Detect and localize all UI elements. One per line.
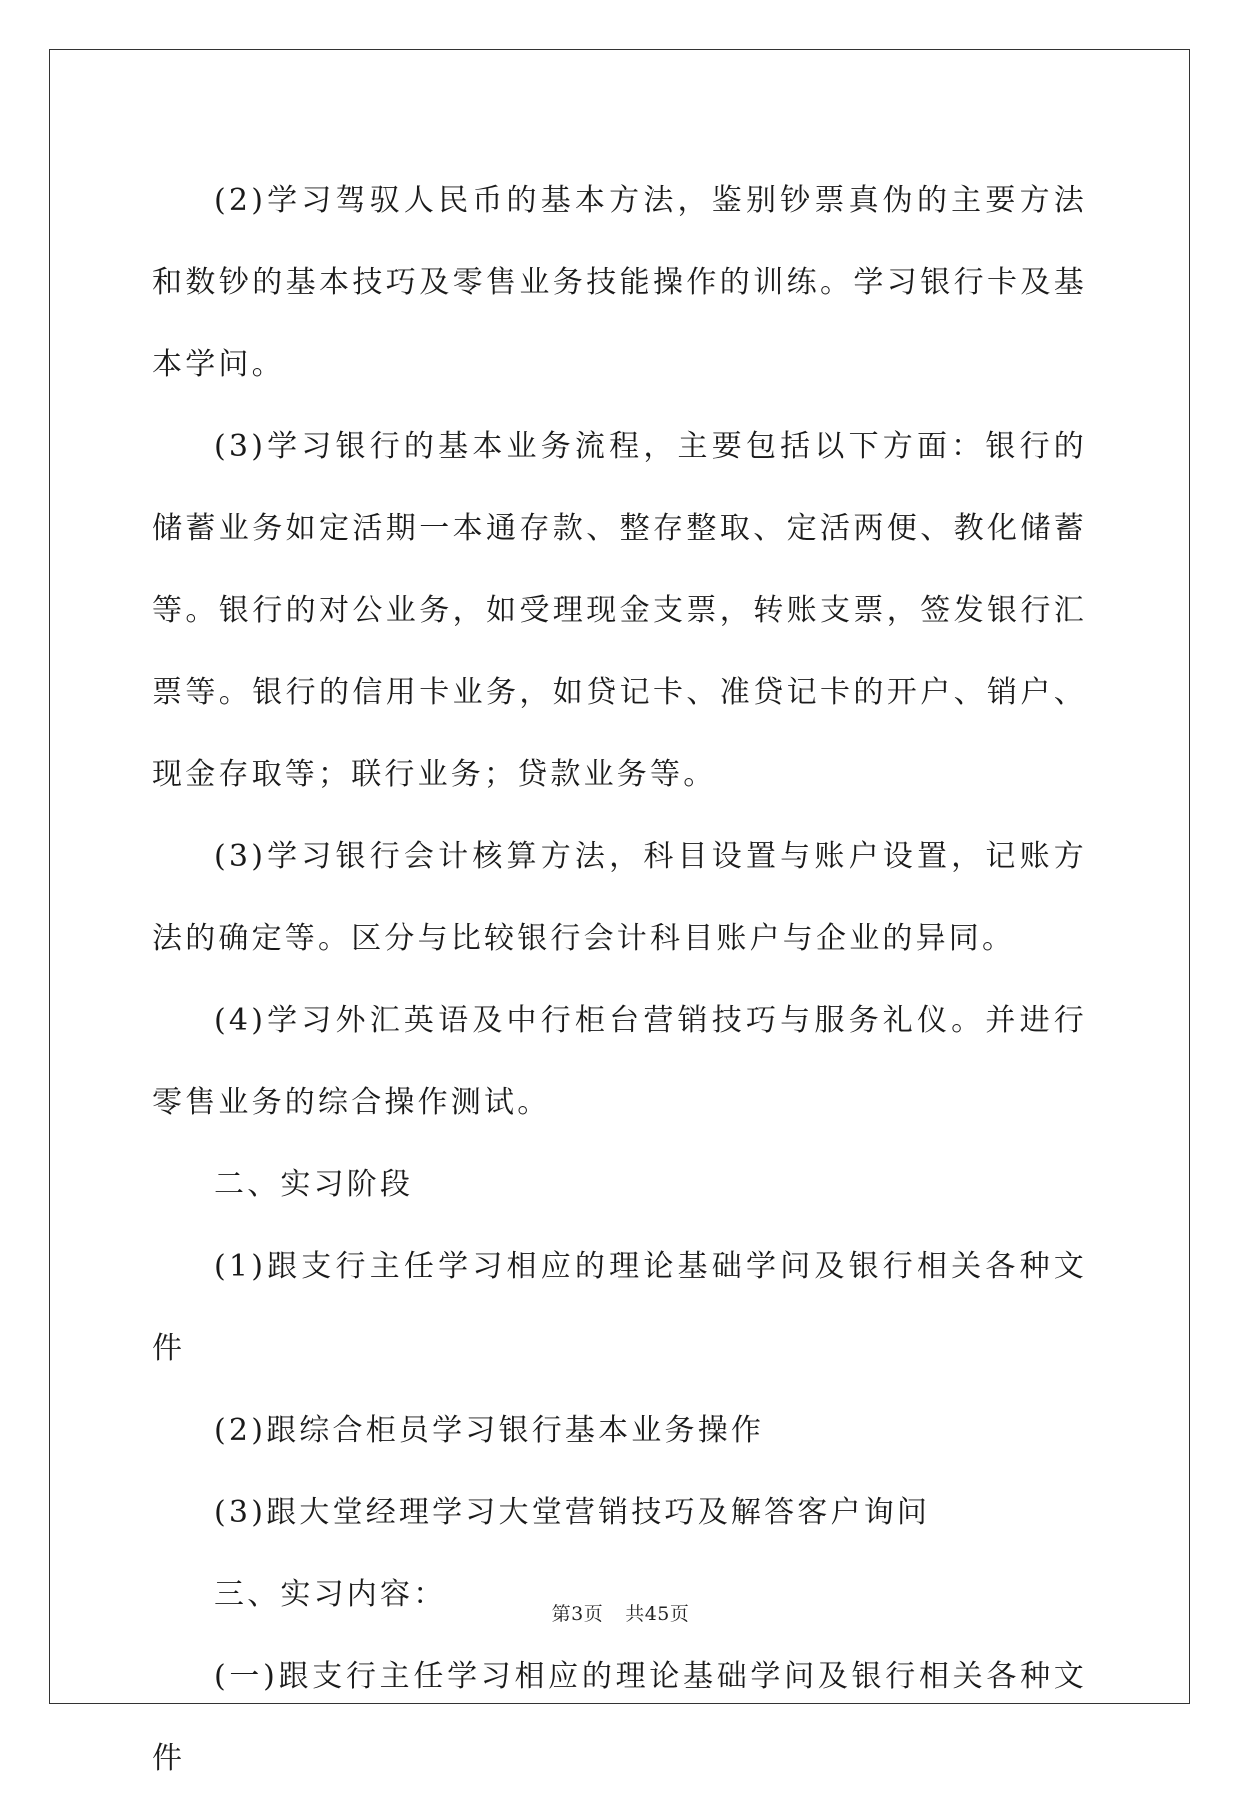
page-total: 共45页 bbox=[625, 1603, 690, 1625]
list-item-teller: (2)跟综合柜员学习银行基本业务操作 bbox=[214, 1413, 765, 1448]
page-footer bbox=[0, 1599, 1241, 1626]
heading-internship-content: 三、实习内容： bbox=[214, 1577, 447, 1612]
list-item-content-one: (一)跟支行主任学习相应的理论基础学问及银行相关各种文件 bbox=[152, 1659, 1087, 1776]
paragraph-accounting: (3)学习银行会计核算方法，科目设置与账户设置，记账方法的确定等。区分与比较银行会计科目账户与企业的异同。 bbox=[152, 839, 1087, 956]
page-number: 第3页 bbox=[551, 1603, 604, 1625]
document-body bbox=[152, 160, 1087, 1800]
heading-internship-stage: 二、实习阶段 bbox=[214, 1167, 414, 1202]
paragraph-forex-english: (4)学习外汇英语及中行柜台营销技巧与服务礼仪。并进行零售业务的综合操作测试。 bbox=[152, 1003, 1087, 1120]
list-item-branch-director: (1)跟支行主任学习相应的理论基础学问及银行相关各种文件 bbox=[152, 1249, 1087, 1366]
paragraph-cash-handling: (2)学习驾驭人民币的基本方法，鉴别钞票真伪的主要方法和数钞的基本技巧及零售业务技能操作的训练。学习银行卡及基本学问。 bbox=[152, 183, 1087, 382]
paragraph-business-process: (3)学习银行的基本业务流程，主要包括以下方面：银行的储蓄业务如定活期一本通存款、整存整取、定活两便、教化储蓄等。银行的对公业务，如受理现金支票，转账支票，签发银行汇票等。银行的信用卡业务，如贷记卡、准贷记卡的开户、销户、现金存取等；联行业务；贷款业务等。 bbox=[152, 429, 1087, 792]
list-item-lobby-manager: (3)跟大堂经理学习大堂营销技巧及解答客户询问 bbox=[214, 1495, 931, 1530]
